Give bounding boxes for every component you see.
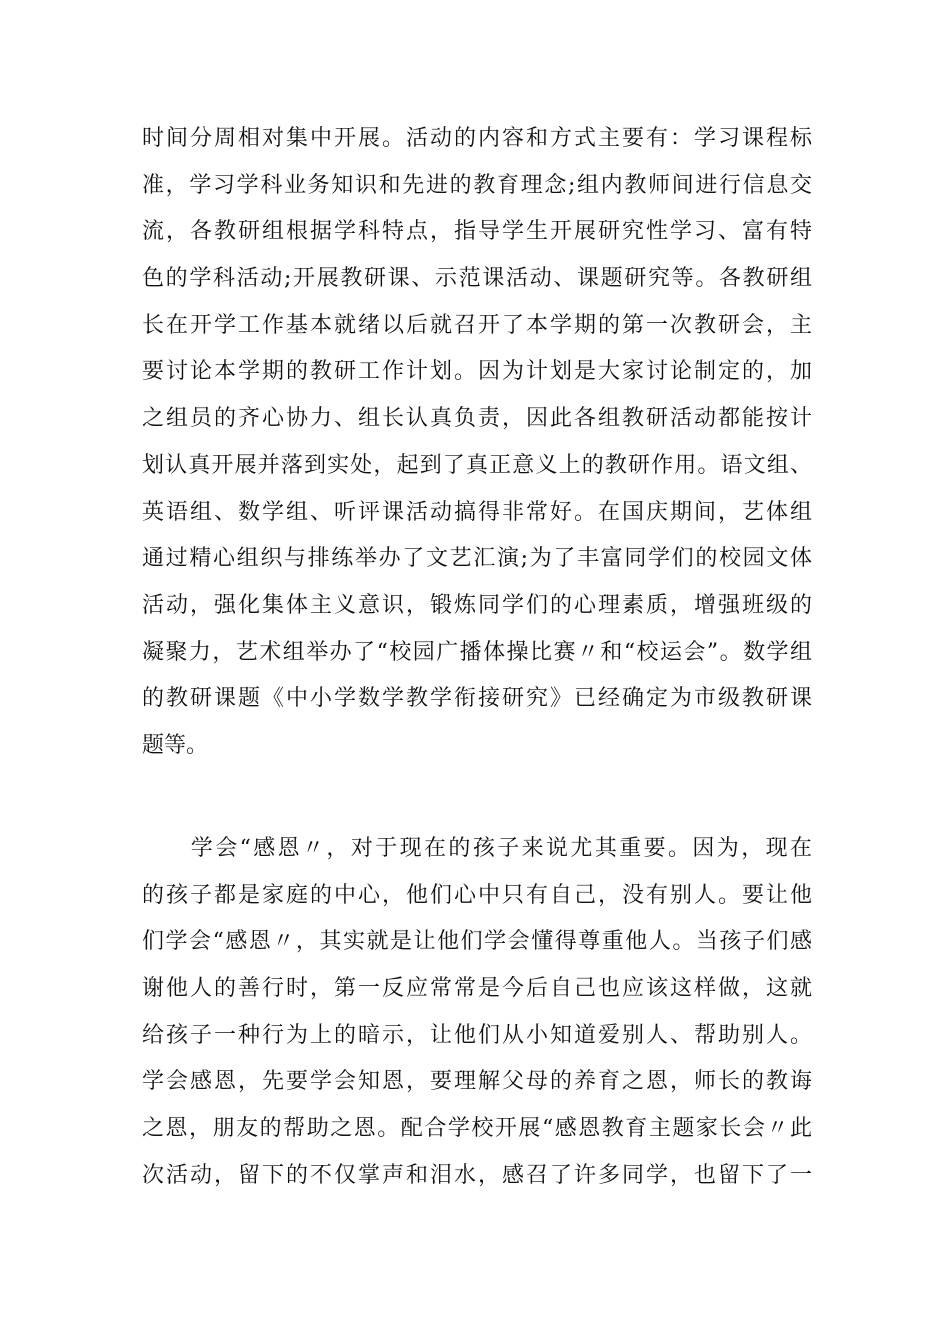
paragraph-line: 色的学科活动;开展教研课、示范课活动、课题研究等。各教研组 xyxy=(142,266,812,292)
paragraph-line: 学会“感恩〃，对于现在的孩子来说尤其重要。因为，现在 xyxy=(142,836,812,861)
paragraph-line: 的孩子都是家庭的中心，他们心中只有自己，没有别人。要让他 xyxy=(142,882,812,908)
paragraph-line: 题等。 xyxy=(142,732,209,758)
paragraph-2 xyxy=(142,826,812,1200)
paragraph-line: 凝聚力，艺术组举办了“校园广播体操比赛〃和“校运会”。数学组 xyxy=(142,639,812,665)
paragraph-line: 次活动，留下的不仅掌声和泪水，感召了许多同学，也留下了一 xyxy=(142,1162,812,1188)
paragraph-line: 之恩，朋友的帮助之恩。配合学校开展“感恩教育主题家长会〃此 xyxy=(142,1116,812,1142)
paragraph-line: 英语组、数学组、听评课活动搞得非常好。在国庆期间，艺体组 xyxy=(142,499,812,525)
paragraph-line: 准，学习学科业务知识和先进的教育理念;组内教师间进行信息交 xyxy=(142,172,812,198)
paragraph-line: 长在开学工作基本就绪以后就召开了本学期的第一次教研会，主 xyxy=(142,312,812,338)
paragraph-line: 活动，强化集体主义意识，锻炼同学们的心理素质，增强班级的 xyxy=(142,592,812,618)
paragraph-line: 的教研课题《中小学数学教学衔接研究》已经确定为市级教研课 xyxy=(142,686,812,712)
paragraph-line: 时间分周相对集中开展。活动的内容和方式主要有：学习课程标 xyxy=(142,126,812,151)
paragraph-line: 要讨论本学期的教研工作计划。因为计划是大家讨论制定的，加 xyxy=(142,359,812,385)
paragraph-1 xyxy=(142,116,812,770)
paragraph-line: 流，各教研组根据学科特点，指导学生开展研究性学习、富有特 xyxy=(142,219,812,245)
paragraph-line: 谢他人的善行时，第一反应常常是今后自己也应该这样做，这就 xyxy=(142,976,812,1002)
paragraph-line: 们学会“感恩〃，其实就是让他们学会懂得尊重他人。当孩子们感 xyxy=(142,929,812,955)
paragraph-line: 通过精心组织与排练举办了文艺汇演;为了丰富同学们的校园文体 xyxy=(142,546,812,572)
paragraph-line: 学会感恩，先要学会知恩，要理解父母的养育之恩，师长的教诲 xyxy=(142,1069,812,1095)
paragraph-line: 划认真开展并落到实处，起到了真正意义上的教研作用。语文组、 xyxy=(142,452,812,478)
paragraph-line: 给孩子一种行为上的暗示，让他们从小知道爱别人、帮助别人。 xyxy=(142,1022,812,1048)
paragraph-line: 之组员的齐心协力、组长认真负责，因此各组教研活动都能按计 xyxy=(142,406,812,432)
